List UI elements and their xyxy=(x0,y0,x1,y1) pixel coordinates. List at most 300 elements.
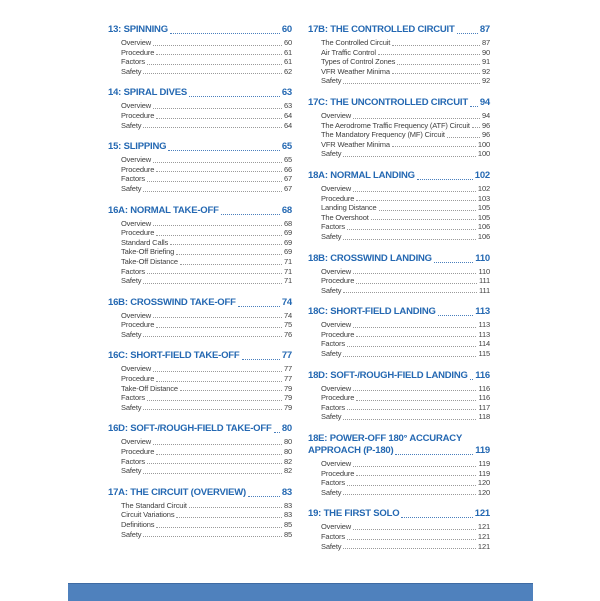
dotted-leader xyxy=(143,473,282,474)
toc-item xyxy=(308,67,490,77)
toc-heading-line-page: 77 xyxy=(281,350,292,362)
dotted-leader xyxy=(343,239,476,240)
toc-heading xyxy=(108,423,292,435)
toc-heading-line-label: 16B: CROSSWIND TAKE-OFF xyxy=(108,296,236,308)
dotted-leader xyxy=(176,254,282,255)
toc-item-label: Take-Off Distance xyxy=(121,256,178,266)
dotted-leader xyxy=(147,273,282,274)
dotted-leader xyxy=(417,179,473,180)
toc-heading xyxy=(108,297,292,309)
toc-item xyxy=(108,320,292,330)
dotted-leader xyxy=(395,454,473,455)
toc-item xyxy=(108,67,292,77)
toc-item xyxy=(308,403,490,413)
toc-item xyxy=(108,374,292,384)
toc-item-page: 100 xyxy=(477,149,490,159)
toc-item-page: 121 xyxy=(477,541,490,551)
toc-item xyxy=(108,57,292,67)
toc-heading-line xyxy=(108,87,292,99)
toc-item-page: 110 xyxy=(478,266,490,276)
toc-item-label: Procedure xyxy=(121,374,155,384)
toc-item xyxy=(108,155,292,165)
toc-item-label: Safety xyxy=(121,529,142,539)
toc-item xyxy=(108,101,292,111)
footer-accent-bar xyxy=(68,583,533,601)
toc-heading xyxy=(308,370,490,382)
toc-heading-line xyxy=(308,253,490,265)
toc-heading xyxy=(108,24,292,36)
toc-item-label: Safety xyxy=(321,76,342,86)
toc-item xyxy=(108,121,292,131)
dotted-leader xyxy=(343,494,476,495)
toc-heading-line-page: 113 xyxy=(475,306,490,318)
dotted-leader xyxy=(434,262,473,263)
toc-item-label: Overview xyxy=(121,437,152,447)
toc-heading-line xyxy=(308,170,490,182)
toc-item-page: 111 xyxy=(479,276,490,286)
toc-item-page: 120 xyxy=(477,487,490,497)
toc-item xyxy=(108,501,292,511)
toc-heading xyxy=(308,508,490,520)
toc-item-label: Factors xyxy=(121,456,145,466)
toc-item-page: 113 xyxy=(478,320,490,330)
toc-heading-line-label: 17C: THE UNCONTROLLED CIRCUIT xyxy=(308,96,468,108)
toc-item xyxy=(108,384,292,394)
toc-heading-line-label: 18B: CROSSWIND LANDING xyxy=(308,252,432,264)
toc-column-right xyxy=(308,24,490,562)
dotted-leader xyxy=(153,162,282,163)
toc-item-label: The Controlled Circuit xyxy=(321,38,391,47)
toc-item xyxy=(108,48,292,58)
toc-item xyxy=(108,311,292,321)
toc-item-page: 82 xyxy=(283,456,292,466)
toc-item-page: 106 xyxy=(477,222,490,232)
toc-item xyxy=(108,228,292,238)
toc-item xyxy=(308,488,490,498)
toc-item-label: Safety xyxy=(321,349,342,359)
dotted-leader xyxy=(156,118,282,119)
toc-item xyxy=(108,174,292,184)
toc-item xyxy=(308,121,490,131)
toc-heading-line-label: 17B: THE CONTROLLED CIRCUIT xyxy=(308,24,455,35)
toc-item-label: Safety xyxy=(121,66,142,76)
toc-item-page: 102 xyxy=(477,183,490,193)
toc-item-label: Procedure xyxy=(321,393,355,403)
toc-section xyxy=(308,97,490,159)
toc-item-label: Factors xyxy=(121,174,145,184)
toc-item-page: 85 xyxy=(283,529,292,539)
toc-item xyxy=(108,510,292,520)
toc-item-page: 119 xyxy=(478,459,490,469)
dotted-leader xyxy=(156,171,282,172)
dotted-leader xyxy=(353,191,476,192)
dotted-leader xyxy=(379,210,476,211)
toc-item-label: Overview xyxy=(321,320,352,330)
toc-item xyxy=(308,469,490,479)
toc-heading-line-page: 65 xyxy=(281,141,292,153)
dotted-leader xyxy=(147,64,282,65)
toc-item xyxy=(308,522,490,532)
toc-item xyxy=(308,232,490,242)
toc-section xyxy=(308,508,490,551)
toc-item-label: Overview xyxy=(321,110,352,120)
toc-item xyxy=(308,478,490,488)
toc-item xyxy=(308,76,490,86)
toc-item xyxy=(308,384,490,394)
toc-item-page: 116 xyxy=(478,383,490,393)
toc-item-page: 114 xyxy=(478,339,490,349)
toc-item xyxy=(308,184,490,194)
dotted-leader xyxy=(353,327,476,328)
toc-item-label: Overview xyxy=(321,459,352,469)
toc-heading xyxy=(308,97,490,109)
dotted-leader xyxy=(143,191,282,192)
toc-heading-line xyxy=(308,97,490,109)
toc-item xyxy=(308,532,490,542)
toc-item-page: 61 xyxy=(283,47,292,57)
toc-heading-line-label: 16D: SOFT-/ROUGH-FIELD TAKE-OFF xyxy=(108,423,272,435)
toc-heading-line xyxy=(308,508,490,520)
dotted-leader xyxy=(472,127,480,128)
toc-item-page: 103 xyxy=(477,193,490,203)
toc-item-page: 71 xyxy=(283,256,292,266)
dotted-leader xyxy=(392,146,476,147)
toc-item-label: Overview xyxy=(121,38,152,47)
toc-item-label: Overview xyxy=(321,183,352,193)
toc-item-label: Air Traffic Control xyxy=(321,47,376,57)
toc-item xyxy=(108,447,292,457)
toc-item-page: 69 xyxy=(283,247,292,257)
toc-section xyxy=(108,297,292,340)
toc-item xyxy=(308,130,490,140)
toc-section xyxy=(308,370,490,422)
toc-item-label: Factors xyxy=(321,532,345,541)
toc-item-page: 113 xyxy=(478,329,490,339)
dotted-leader xyxy=(156,327,282,328)
toc-item xyxy=(108,219,292,229)
toc-item-label: Safety xyxy=(321,285,342,295)
toc-item-page: 79 xyxy=(283,402,292,412)
toc-section xyxy=(308,24,490,86)
toc-item-page: 116 xyxy=(478,393,490,403)
toc-item xyxy=(308,38,490,48)
toc-heading-line-label: 18C: SHORT-FIELD LANDING xyxy=(308,306,436,318)
toc-item xyxy=(108,111,292,121)
toc-heading xyxy=(108,205,292,217)
dotted-leader xyxy=(143,127,282,128)
toc-heading-line-page: 110 xyxy=(475,252,490,264)
dotted-leader xyxy=(143,73,282,74)
dotted-leader xyxy=(371,219,476,220)
toc-item-label: Safety xyxy=(321,487,342,497)
toc-item xyxy=(308,140,490,150)
toc-item-label: Take-Off Briefing xyxy=(121,247,175,257)
toc-item xyxy=(308,48,490,58)
toc-heading-line-page: 87 xyxy=(479,24,490,35)
dotted-leader xyxy=(143,283,282,284)
toc-item-page: 77 xyxy=(283,374,292,384)
toc-item-label: Factors xyxy=(321,478,345,488)
dotted-leader xyxy=(353,529,476,530)
toc-item-label: VFR Weather Minima xyxy=(321,139,390,149)
toc-item-label: Landing Distance xyxy=(321,203,377,213)
toc-heading-line-label: 16A: NORMAL TAKE-OFF xyxy=(108,204,219,216)
toc-item-page: 74 xyxy=(283,310,292,320)
toc-item-page: 115 xyxy=(478,349,490,359)
dotted-leader xyxy=(153,444,282,445)
dotted-leader xyxy=(343,156,476,157)
dotted-leader xyxy=(248,496,280,497)
toc-item xyxy=(308,213,490,223)
toc-item-page: 65 xyxy=(283,155,292,165)
toc-item xyxy=(308,330,490,340)
toc-item-page: 66 xyxy=(283,164,292,174)
toc-item xyxy=(108,267,292,277)
toc-item-label: Definitions xyxy=(121,520,155,529)
toc-item-page: 60 xyxy=(283,38,292,47)
toc-item-label: Procedure xyxy=(321,276,355,286)
toc-item xyxy=(108,437,292,447)
toc-item-label: Safety xyxy=(121,402,142,412)
toc-item-page: 118 xyxy=(478,412,490,422)
toc-heading-line xyxy=(308,370,490,382)
toc-item-label: VFR Weather Minima xyxy=(321,66,390,76)
toc-item xyxy=(308,320,490,330)
toc-item-page: 64 xyxy=(283,110,292,120)
toc-item-page: 91 xyxy=(481,57,490,67)
dotted-leader xyxy=(274,432,280,433)
toc-item-page: 79 xyxy=(283,383,292,393)
toc-heading xyxy=(108,141,292,153)
dotted-leader xyxy=(147,400,282,401)
toc-section xyxy=(108,24,292,76)
dotted-leader xyxy=(156,527,282,528)
toc-heading-line xyxy=(108,24,292,36)
toc-item xyxy=(108,457,292,467)
toc-item xyxy=(308,203,490,213)
toc-heading-line xyxy=(308,306,490,318)
toc-item xyxy=(108,247,292,257)
toc-heading-line2-page: 119 xyxy=(475,445,490,457)
dotted-leader xyxy=(353,273,476,274)
toc-item-page: 69 xyxy=(283,228,292,238)
toc-heading-line-label: 18D: SOFT-/ROUGH-FIELD LANDING xyxy=(308,369,468,381)
toc-heading-line-label: 18A: NORMAL LANDING xyxy=(308,169,415,181)
toc-item-label: Procedure xyxy=(121,447,155,457)
dotted-leader xyxy=(438,315,474,316)
toc-heading-line-page: 80 xyxy=(281,423,292,435)
toc-item-label: Procedure xyxy=(121,164,155,174)
toc-item-label: Procedure xyxy=(121,47,155,57)
toc-item xyxy=(308,349,490,359)
toc-item-label: Safety xyxy=(121,466,142,476)
toc-section xyxy=(308,433,490,497)
toc-item xyxy=(108,364,292,374)
dotted-leader xyxy=(143,336,282,337)
toc-item xyxy=(108,393,292,403)
toc-heading-line xyxy=(108,205,292,217)
dotted-leader xyxy=(153,225,282,226)
toc-item-label: Safety xyxy=(121,276,142,286)
dotted-leader xyxy=(397,64,480,65)
toc-item-page: 69 xyxy=(283,237,292,247)
toc-item xyxy=(108,184,292,194)
dotted-leader xyxy=(170,244,282,245)
toc-item-label: Safety xyxy=(121,183,142,193)
toc-section xyxy=(308,170,490,242)
toc-section xyxy=(108,350,292,412)
toc-heading xyxy=(108,487,292,499)
toc-item-page: 64 xyxy=(283,120,292,130)
toc-item xyxy=(108,165,292,175)
toc-section xyxy=(108,487,292,539)
toc-item xyxy=(308,276,490,286)
dotted-leader xyxy=(378,54,480,55)
toc-item-page: 105 xyxy=(477,212,490,222)
dotted-leader xyxy=(168,150,280,151)
toc-item-page: 75 xyxy=(283,320,292,330)
dotted-leader xyxy=(153,317,282,318)
toc-item xyxy=(108,276,292,286)
toc-item xyxy=(308,393,490,403)
toc-item-label: Safety xyxy=(321,541,342,551)
toc-heading-line-page: 121 xyxy=(474,508,490,520)
toc-heading-line-page: 83 xyxy=(281,486,292,498)
dotted-leader xyxy=(356,400,476,401)
toc-heading-line1 xyxy=(308,433,490,445)
toc-section xyxy=(308,306,490,358)
dotted-leader xyxy=(470,106,478,107)
toc-item-page: 83 xyxy=(283,510,292,520)
toc-item-label: Overview xyxy=(121,364,152,374)
toc-item-page: 76 xyxy=(283,329,292,339)
dotted-leader xyxy=(153,108,282,109)
dotted-leader xyxy=(343,356,476,357)
toc-item-page: 117 xyxy=(478,402,490,412)
toc-heading-line-page: 68 xyxy=(281,204,292,216)
toc-item-page: 82 xyxy=(283,466,292,476)
toc-item-label: Overview xyxy=(321,266,352,276)
dotted-leader xyxy=(470,379,474,380)
toc-item xyxy=(108,520,292,530)
toc-section xyxy=(108,205,292,286)
toc-item-page: 63 xyxy=(283,101,292,111)
toc-item-page: 92 xyxy=(481,66,490,76)
toc-item xyxy=(308,267,490,277)
toc-item-label: The Overshoot xyxy=(321,212,369,222)
toc-item-page: 100 xyxy=(477,139,490,149)
dotted-leader xyxy=(156,381,282,382)
dotted-leader xyxy=(180,264,282,265)
dotted-leader xyxy=(392,73,480,74)
dotted-leader xyxy=(176,517,282,518)
toc-item-label: The Mandatory Frequency (MF) Circuit xyxy=(321,130,445,140)
dotted-leader xyxy=(156,454,282,455)
toc-item-label: Take-Off Distance xyxy=(121,383,178,393)
toc-item-page: 87 xyxy=(481,38,490,47)
toc-item-label: Overview xyxy=(121,218,152,228)
dotted-leader xyxy=(356,200,476,201)
toc-item-page: 83 xyxy=(283,500,292,510)
toc-item-label: Factors xyxy=(321,339,345,349)
toc-heading-line-label: 13: SPINNING xyxy=(108,24,168,35)
toc-heading-line-page: 60 xyxy=(281,24,292,35)
toc-item-page: 80 xyxy=(283,447,292,457)
dotted-leader xyxy=(392,45,480,46)
toc-item-page: 67 xyxy=(283,174,292,184)
toc-heading-line-page: 94 xyxy=(479,96,490,108)
toc-heading-line xyxy=(108,350,292,362)
toc-item-page: 121 xyxy=(477,522,490,532)
toc-heading-line-page: 74 xyxy=(281,296,292,308)
dotted-leader xyxy=(147,181,282,182)
toc-item-label: Factors xyxy=(121,57,145,67)
toc-heading-line xyxy=(108,141,292,153)
dotted-leader xyxy=(447,137,480,138)
toc-item-label: Standard Calls xyxy=(121,237,169,247)
toc-item xyxy=(108,403,292,413)
toc-item-label: Types of Control Zones xyxy=(321,57,396,67)
toc-item xyxy=(108,238,292,248)
toc-item xyxy=(108,257,292,267)
dotted-leader xyxy=(347,485,476,486)
toc-item xyxy=(308,57,490,67)
dotted-leader xyxy=(343,292,477,293)
toc-item-label: Procedure xyxy=(121,320,155,330)
toc-item-page: 121 xyxy=(477,532,490,541)
toc-item-label: Overview xyxy=(121,310,152,320)
toc-item-label: Procedure xyxy=(121,228,155,238)
toc-item-label: Procedure xyxy=(121,110,155,120)
toc-item-page: 71 xyxy=(283,266,292,276)
toc-heading xyxy=(308,306,490,318)
toc-item-page: 85 xyxy=(283,520,292,529)
toc-item-label: The Aerodrome Traffic Frequency (ATF) Circuit xyxy=(321,120,470,130)
dotted-leader xyxy=(457,33,478,34)
dotted-leader xyxy=(347,539,476,540)
toc-item-page: 67 xyxy=(283,183,292,193)
toc-item xyxy=(108,330,292,340)
toc-item-page: 111 xyxy=(479,285,490,295)
dotted-leader xyxy=(156,54,282,55)
toc-item xyxy=(308,412,490,422)
dotted-leader xyxy=(353,466,476,467)
toc-heading-line xyxy=(308,24,490,36)
toc-item xyxy=(108,38,292,48)
toc-item xyxy=(308,339,490,349)
dotted-leader xyxy=(356,283,477,284)
toc-item-page: 77 xyxy=(283,364,292,374)
toc-item xyxy=(308,222,490,232)
toc-section xyxy=(108,87,292,130)
dotted-leader xyxy=(180,390,282,391)
dotted-leader xyxy=(221,214,280,215)
dotted-leader xyxy=(189,96,280,97)
toc-heading xyxy=(308,24,490,36)
toc-heading-line-page: 116 xyxy=(475,369,490,381)
dotted-leader xyxy=(353,118,480,119)
toc-item-label: Overview xyxy=(321,383,352,393)
toc-heading xyxy=(308,170,490,182)
toc-item-label: Safety xyxy=(321,149,342,159)
toc-item-page: 79 xyxy=(283,393,292,403)
dotted-leader xyxy=(170,33,280,34)
dotted-leader xyxy=(189,507,282,508)
toc-item-label: Safety xyxy=(321,412,342,422)
toc-item-page: 96 xyxy=(481,120,490,130)
toc-heading-line2-label: APPROACH (P-180) xyxy=(308,445,394,457)
toc-heading xyxy=(108,350,292,362)
